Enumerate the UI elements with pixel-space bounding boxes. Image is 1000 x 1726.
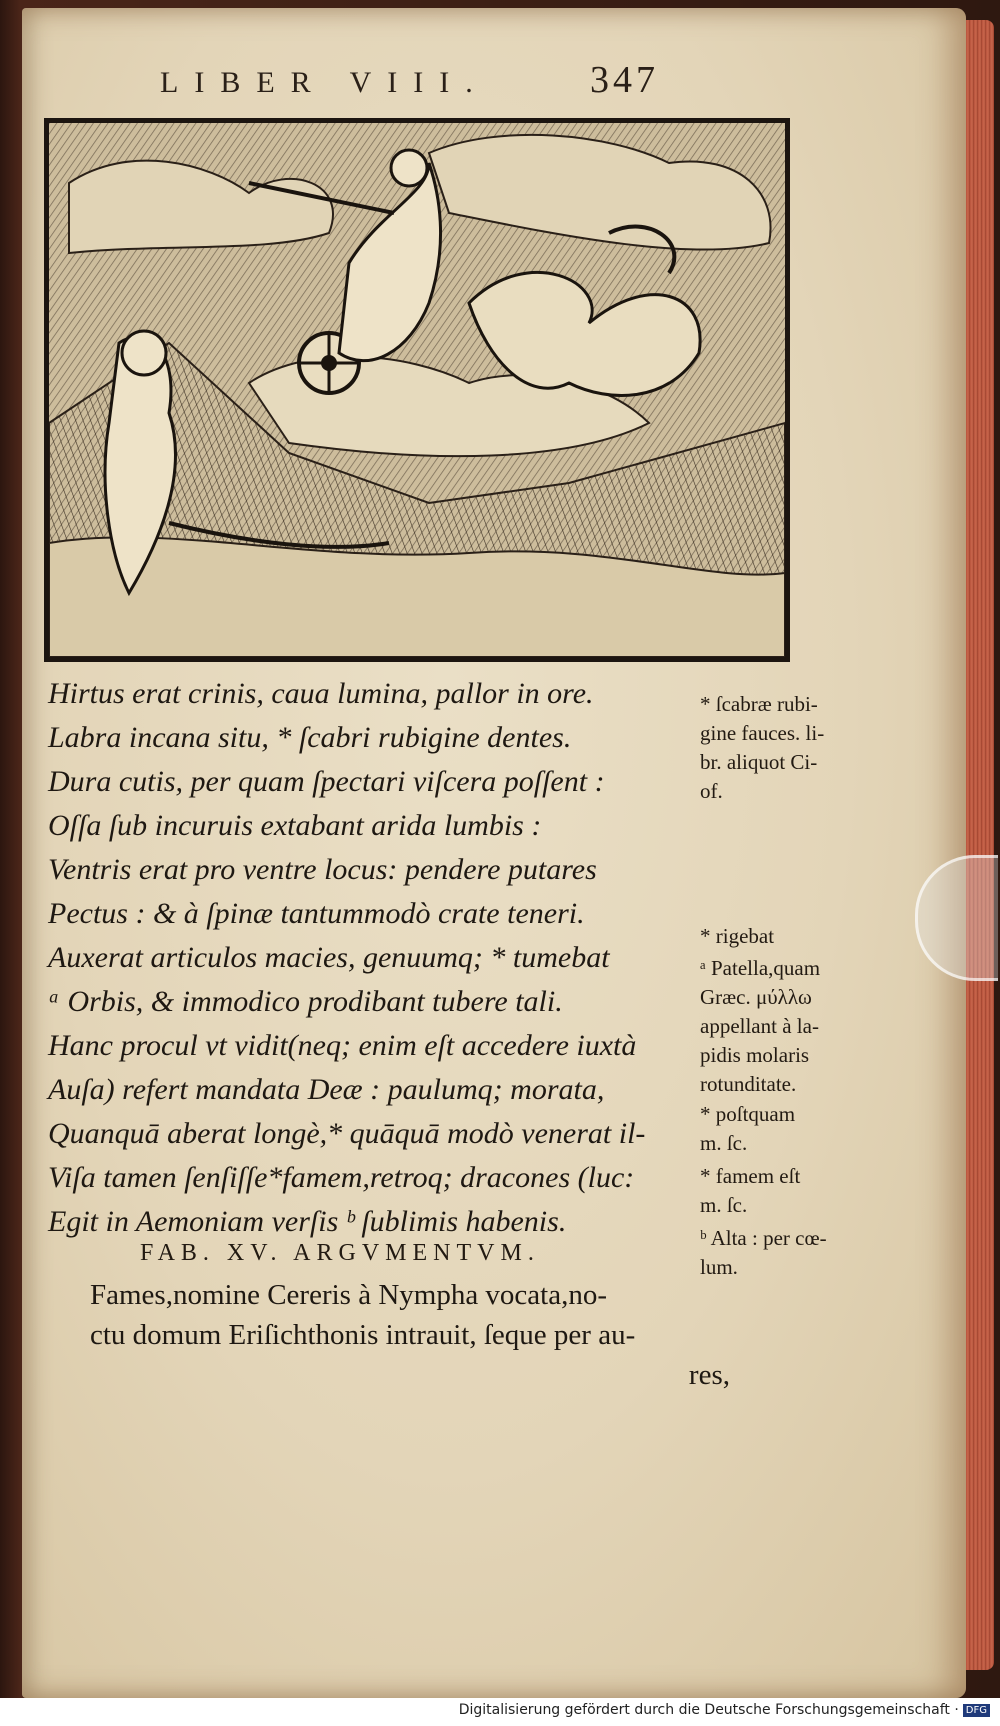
woodcut-illustration-icon (49, 123, 785, 657)
footer-bar (0, 1698, 1000, 1726)
prose-line: res, (688, 1359, 730, 1391)
footer-credit (459, 1702, 990, 1718)
prose-block (90, 1275, 730, 1395)
verse-line: Quanquā aberat longè,* quāquā modò venerat il- (48, 1117, 646, 1150)
page-number: 347 (590, 59, 659, 101)
verse-line: Labra incana situ, * ſcabri rubigine dentes. (48, 721, 572, 754)
prose-line: ctu domum Eriſichthonis intrauit, ſeque per au- (90, 1319, 636, 1351)
verse-line: Ventris erat pro ventre locus: pendere putares (48, 853, 597, 886)
verse-line: Hirtus erat crinis, caua lumina, pallor in ore. (48, 677, 594, 710)
verse-line: Oſſa ſub incuruis extabant arida lumbis : (48, 809, 542, 842)
running-head (160, 58, 720, 108)
margin-note: ᵇ Alta : per cœ- lum. (700, 1226, 827, 1279)
argument-heading: FAB. XV. ARGVMENTVM. (140, 1240, 540, 1266)
margin-note: * poſtquam m. ſc. (700, 1102, 796, 1155)
margin-note: * rigebat (700, 924, 775, 948)
verse-line: Hanc procul vt vidit(neq; enim eſt accedere iuxtà (48, 1029, 637, 1062)
verse-line: Viſa tamen ſenſiſſe*famem,retroq; dracones (luc: (48, 1161, 635, 1194)
margin-note: ᵃ Patella,quam Græc. μύλλω appellant à la- pidis molaris rotunditate. (700, 956, 821, 1096)
verse-line: ᵃ Orbis, & immodico prodibant tubere tali. (48, 985, 563, 1018)
verse-line: Auſa) refert mandata Deæ : paulumq; morata, (48, 1073, 605, 1106)
verse-line: Pectus : & à ſpinæ tantummodò crate teneri. (48, 897, 585, 930)
woodcut-illustration (44, 118, 790, 662)
prose-line: Fames,nomine Cereris à Nympha vocata,no- (90, 1279, 608, 1311)
verse-line: Dura cutis, per quam ſpectari viſcera poſſent : (48, 765, 605, 798)
margin-note: * ſcabræ rubi- gine fauces. li- br. aliquot Ci- of. (700, 692, 825, 803)
verse-line: Egit in Aemoniam verſis ᵇ ſublimis habenis. (48, 1205, 567, 1238)
running-head-title: LIBER VIII. (160, 66, 489, 99)
dfg-logo: DFG (963, 1704, 990, 1717)
margin-note: * famem eſt m. ſc. (700, 1164, 801, 1217)
page-edge (966, 20, 994, 1670)
footer-credit-text: Digitalisierung gefördert durch die Deutsche Forschungsgemeinschaft · (458, 1702, 959, 1718)
verse-block (48, 672, 718, 1244)
verse-line: Auxerat articulos macies, genuumq; * tumebat (48, 941, 610, 974)
